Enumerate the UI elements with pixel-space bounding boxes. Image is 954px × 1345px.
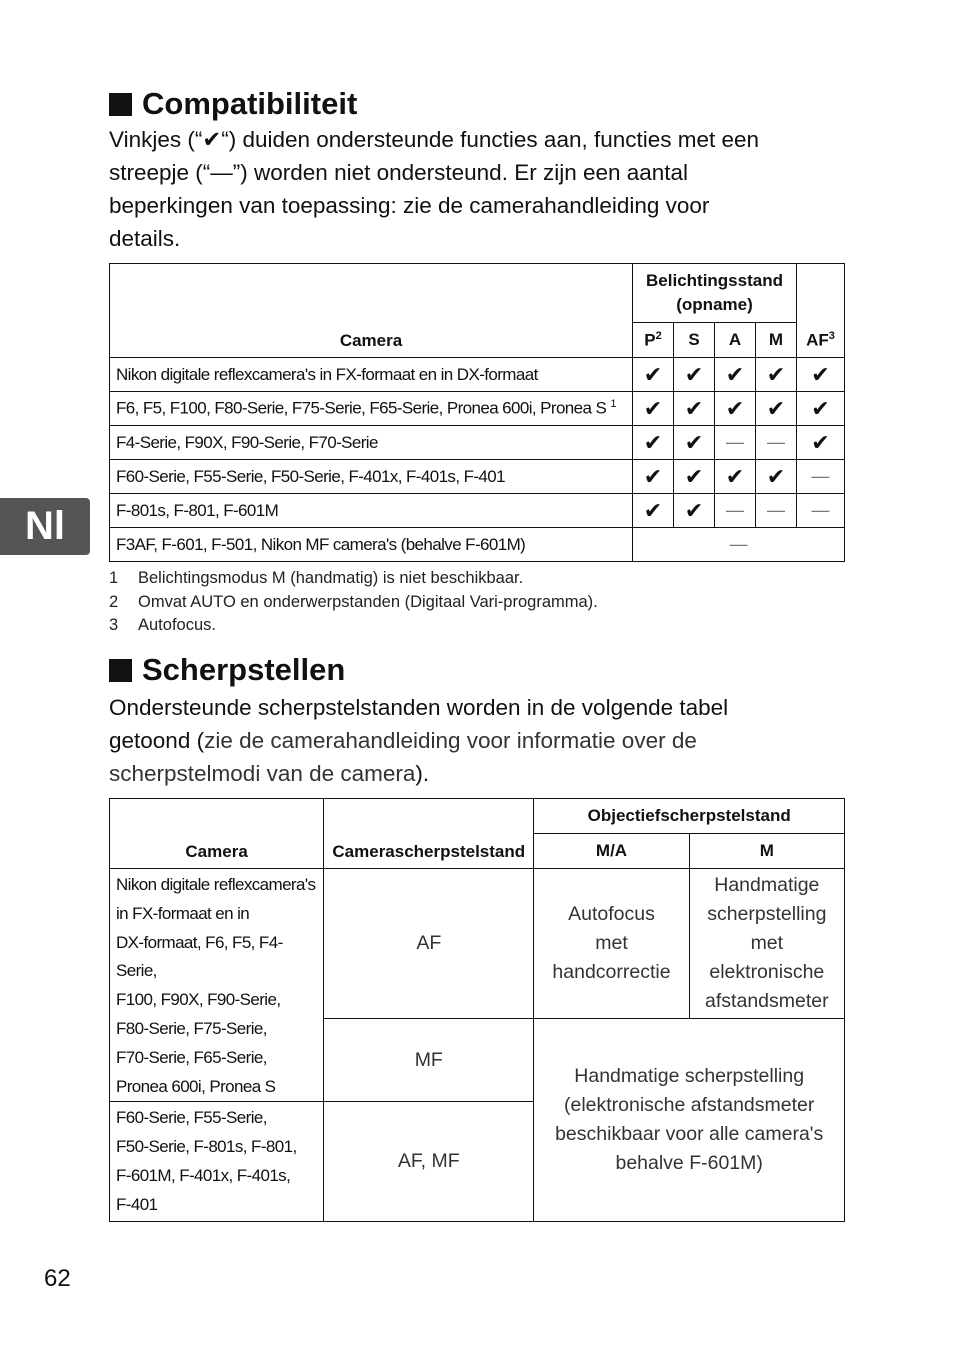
mark-p: ✔: [633, 460, 674, 494]
mark-p: ✔: [633, 358, 674, 392]
lens-m-af: Handmatige scherpstelling met elektronische afstandsmeter: [689, 869, 844, 1019]
camera-focus-mf: MF: [324, 1019, 534, 1102]
mark-af: ✔: [797, 358, 845, 392]
intro-line: streepje (“—”) worden niet ondersteund. Er zijn een aantal: [109, 160, 689, 185]
col-af-header: $AF^3$: [797, 264, 845, 358]
camera-group-2: F60-Serie, F55-Serie, F50-Serie, F-801s, F-801, F-601M, F-401x, F-401s, F-401: [110, 1102, 324, 1222]
mark-a: —: [715, 426, 756, 460]
square-bullet-icon: [109, 93, 132, 116]
compatibility-table: [109, 263, 845, 562]
table-row: [110, 392, 845, 426]
mark-m: ✔: [756, 460, 797, 494]
mark-s: ✔: [674, 494, 715, 528]
mark-p: ✔: [633, 392, 674, 426]
compatibility-heading: [109, 86, 357, 122]
lens-ma-af: Autofocus met handcorrectie: [534, 869, 689, 1019]
mark-a: —: [715, 494, 756, 528]
camera-name: Nikon digitale reflexcamera's in FX-formaat en in DX-formaat: [110, 358, 633, 392]
language-tab: Nl: [0, 498, 90, 555]
compatibility-intro: [109, 123, 849, 255]
camera-focus-af: AF: [324, 869, 534, 1019]
camera-name: F6, F5, F100, F80-Serie, F75-Serie, F65-Serie, Pronea 600i, Pronea S $^1$: [110, 392, 633, 426]
camera-focus-afmf: AF, MF: [324, 1102, 534, 1222]
footnote: 1 Belichtingsmodus M (handmatig) is niet beschikbaar.: [109, 569, 524, 587]
camera-name: F4-Serie, F90X, F90-Serie, F70-Serie: [110, 426, 633, 460]
col-a-header: A: [715, 323, 756, 358]
col-exposure-header: Belichtingsstand (opname): [633, 264, 797, 323]
col-lens-focus-header: Objectiefscherpstelstand: [534, 799, 845, 834]
camera-name: F-801s, F-801, F-601M: [110, 494, 633, 528]
col-camera-focus-header: Camerascherpstelstand: [324, 799, 534, 869]
mark-s: ✔: [674, 460, 715, 494]
intro-line: details.: [109, 226, 181, 251]
table-row: [110, 460, 845, 494]
footnote: 2 Omvat AUTO en onderwerpstanden (Digitaal Vari-programma).: [109, 592, 598, 611]
mark-s: ✔: [674, 358, 715, 392]
col-m-header: M: [756, 323, 797, 358]
manual-focus-note: Handmatige scherpstelling (elektronische afstandsmeter beschikbaar voor alle camera's behalve F-601M): [534, 1019, 845, 1222]
mark-none: —: [633, 528, 845, 562]
col-p-header: $P^2$: [633, 323, 674, 358]
col-camera-header: Camera: [110, 264, 633, 358]
mark-s: ✔: [674, 426, 715, 460]
focus-heading: [109, 652, 345, 688]
camera-name: F60-Serie, F55-Serie, F50-Serie, F-401x, F-401s, F-401: [110, 460, 633, 494]
intro-line: Ondersteunde scherpstelstanden worden in de volgende tabel: [109, 695, 729, 720]
mark-a: ✔: [715, 392, 756, 426]
mark-s: ✔: [674, 392, 715, 426]
mark-af: —: [797, 494, 845, 528]
intro-line: beperkingen van toepassing: zie de camerahandleiding voor: [109, 193, 710, 218]
intro-line: Vinkjes (“✔“) duiden ondersteunde functies aan, functies met een: [109, 127, 760, 152]
page-number: 62: [44, 1265, 71, 1292]
focus-title: Scherpstellen: [142, 652, 346, 687]
mark-m: ✔: [756, 392, 797, 426]
mark-af: ✔: [797, 426, 845, 460]
table-row: [110, 358, 845, 392]
table-row: [110, 528, 845, 562]
intro-line: getoond (zie de camerahandleiding voor informatie over de: [109, 728, 697, 753]
focus-table: [109, 798, 845, 1222]
mark-p: ✔: [633, 494, 674, 528]
intro-line: scherpstelmodi van de camera).: [109, 761, 430, 786]
mark-a: ✔: [715, 358, 756, 392]
footnotes: [109, 567, 598, 638]
footnote: 3 Autofocus.: [109, 616, 216, 634]
focus-intro: [109, 691, 849, 790]
col-ma-header: M/A: [534, 834, 689, 869]
mark-a: ✔: [715, 460, 756, 494]
mark-m: —: [756, 426, 797, 460]
mark-af: —: [797, 460, 845, 494]
table-row: [110, 426, 845, 460]
mark-af: ✔: [797, 392, 845, 426]
col-s-header: S: [674, 323, 715, 358]
camera-name: F3AF, F-601, F-501, Nikon MF camera's (behalve F-601M): [110, 528, 633, 562]
mark-m: —: [756, 494, 797, 528]
col-m-header: M: [689, 834, 844, 869]
square-bullet-icon: [109, 659, 132, 682]
col-camera-header: Camera: [110, 799, 324, 869]
mark-m: ✔: [756, 358, 797, 392]
compatibility-title: Compatibiliteit: [142, 86, 358, 121]
mark-p: ✔: [633, 426, 674, 460]
camera-group-1: Nikon digitale reflexcamera's in FX-formaat en in DX-formaat, F6, F5, F4-Serie, F100, F90X, F90-Serie, F80-Serie, F75-Serie, F70-Serie, F65-Serie, Pronea 600i, Pronea S: [110, 869, 324, 1102]
table-row: [110, 494, 845, 528]
